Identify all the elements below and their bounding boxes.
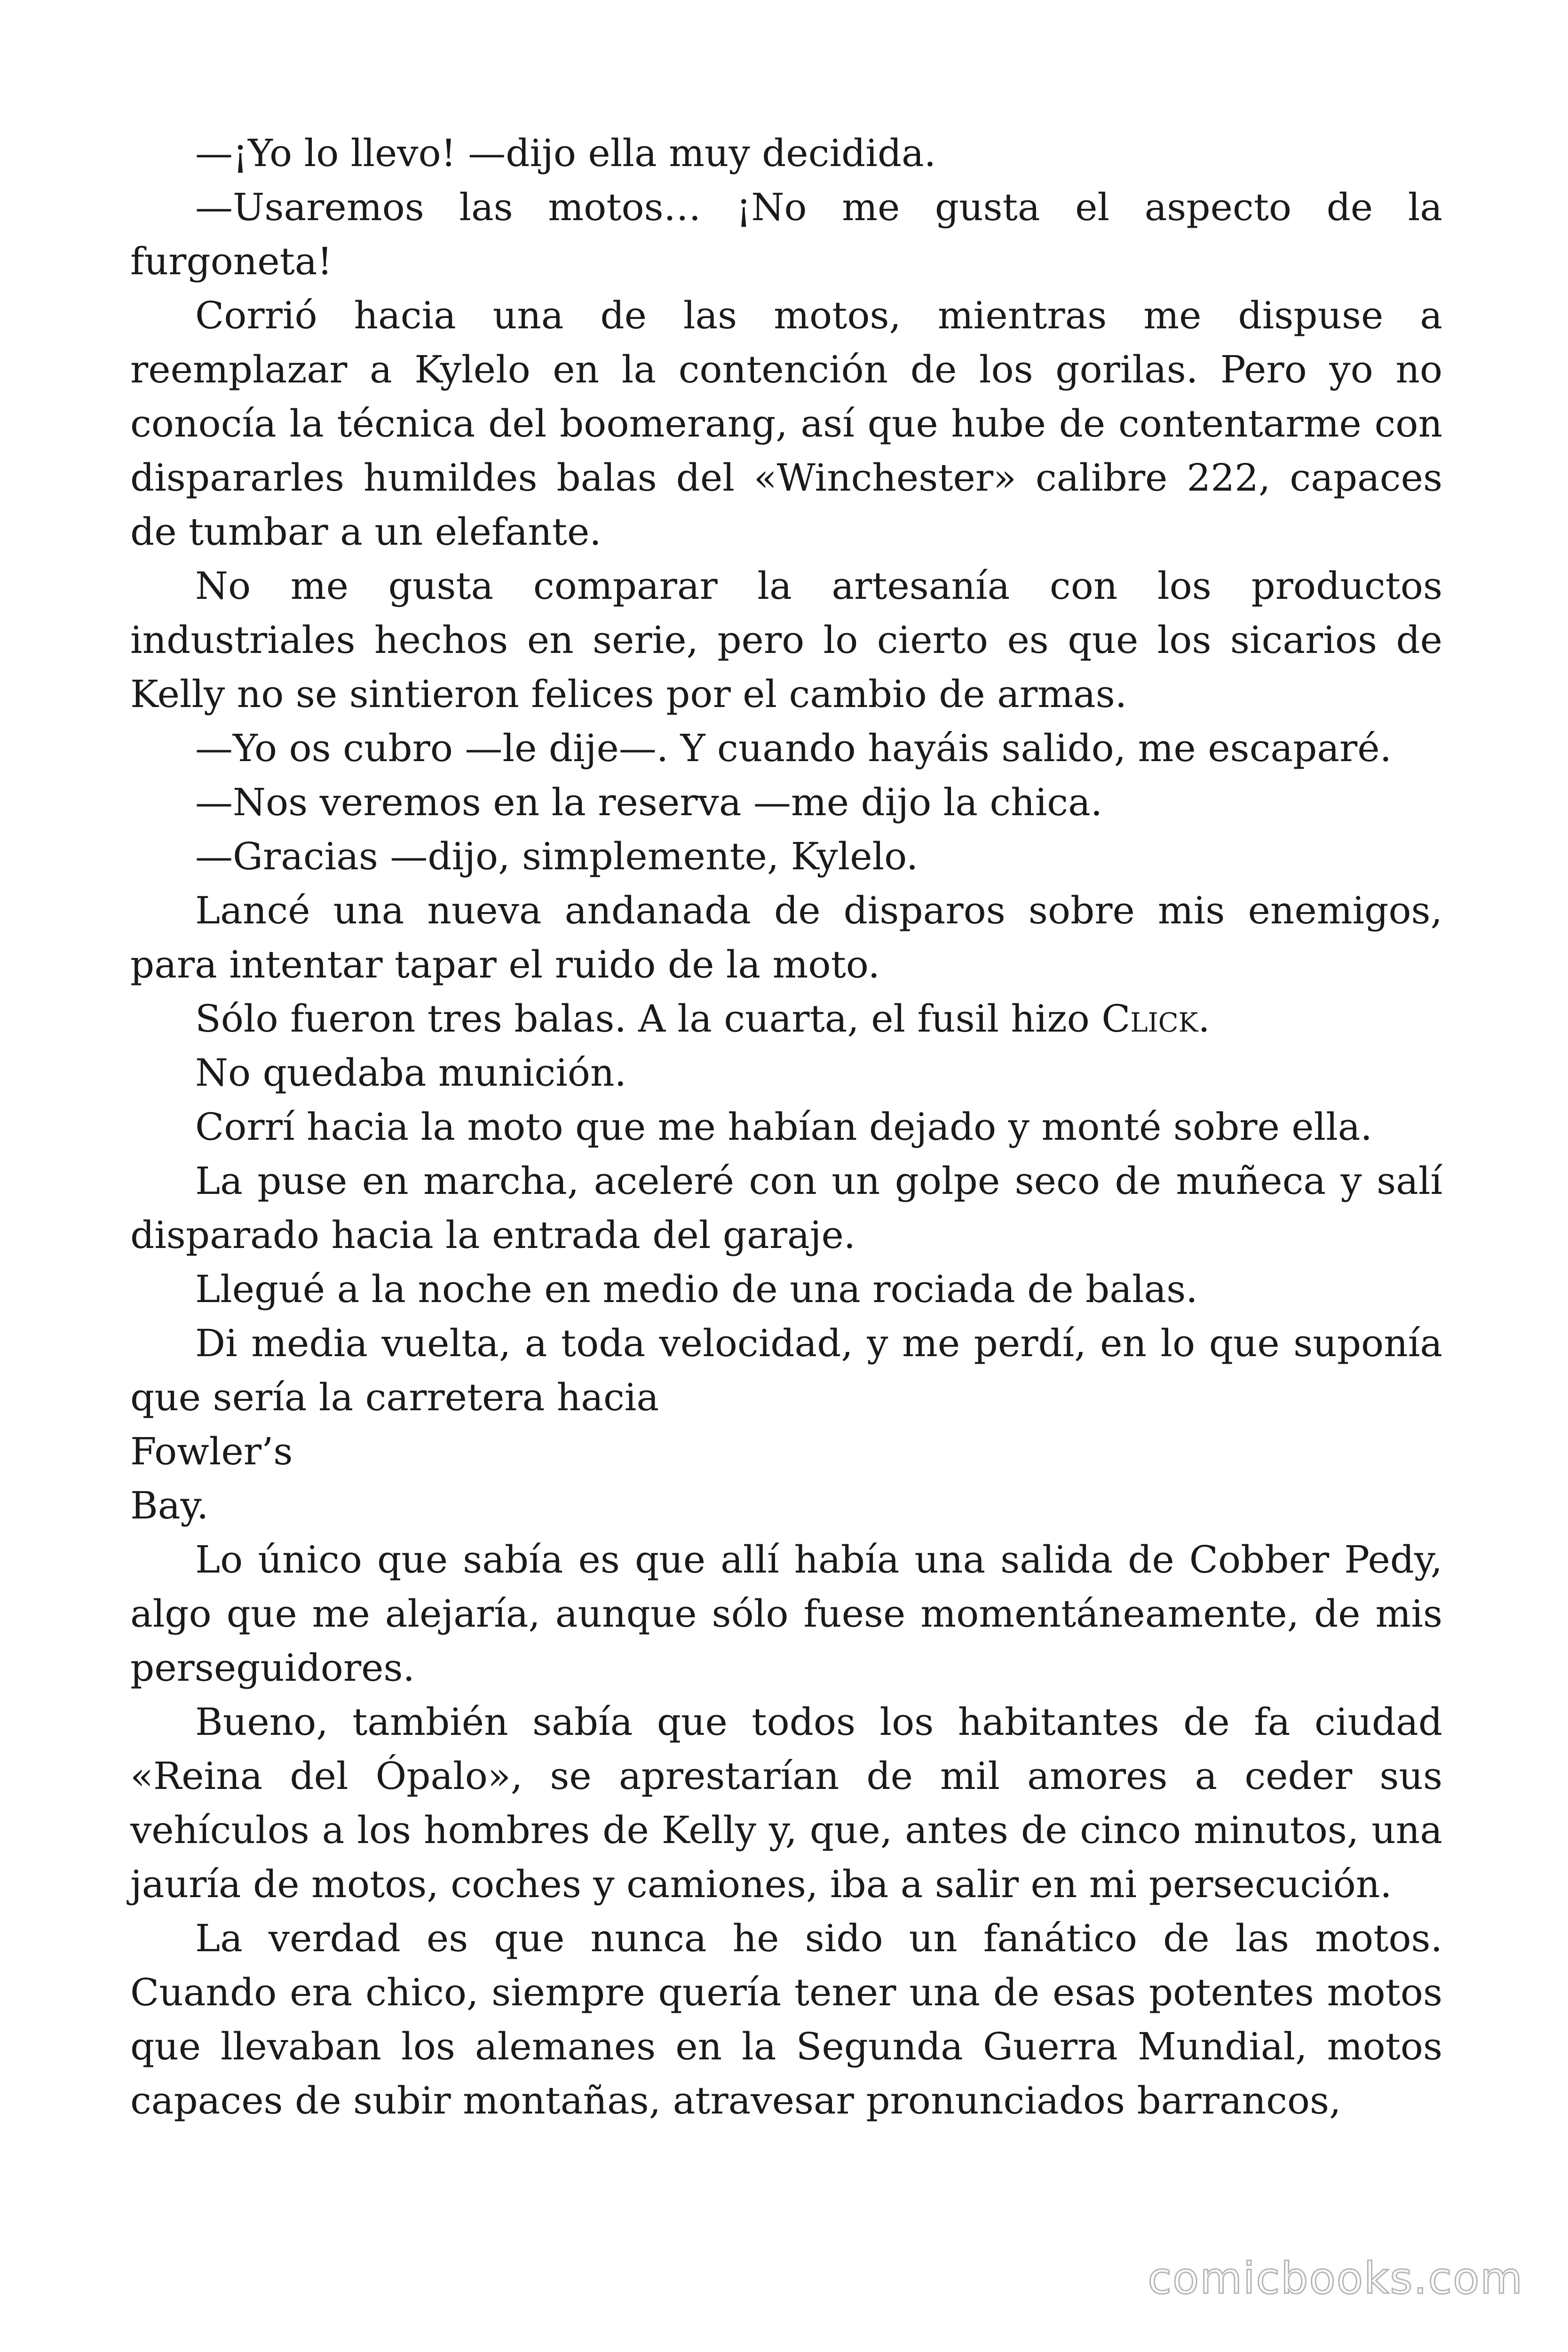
click-line-text: Sólo fueron tres balas. A la cuarta, el fusil hizo — [195, 997, 1102, 1041]
paragraph: Llegué a la noche en medio de una rociada de balas. — [195, 1267, 1198, 1311]
paragraph: —Usaremos las motos… ¡No me gusta el aspecto de la furgoneta! — [130, 185, 1442, 283]
paragraph: Lancé una nueva andanada de disparos sobre mis enemigos, para intentar tapar el ruido de la moto. — [130, 889, 1442, 986]
paragraph: La puse en marcha, aceleré con un golpe seco de muñeca y salí disparado hacia la entrada del garaje. — [130, 1159, 1442, 1257]
paragraph: Bueno, también sabía que todos los habitantes de fa ciudad «Reina del Ópalo», se aprestarían de mil amores a ceder sus vehículos a los hombres de Kelly y, que, antes de cinco minutos, una jauría de motos, coches y camiones, iba a salir en mi persecución. — [130, 1700, 1442, 1906]
paragraph: Corrí hacia la moto que me habían dejado y monté sobre ella. — [195, 1105, 1372, 1149]
paragraph-click — [130, 992, 1442, 1046]
click-line-end: . — [1198, 997, 1210, 1041]
paragraph: Di media vuelta, a toda velocidad, y me perdí, en lo que suponía que sería la carretera hacia — [130, 1321, 1442, 1419]
body-text — [130, 126, 1442, 2128]
watermark: comicbooks.com — [1148, 2253, 1523, 2304]
paragraph: No me gusta comparar la artesanía con los productos industriales hechos en serie, pero lo cierto es que los sicarios de Kelly no se sintieron felices por el cambio de armas. — [130, 564, 1442, 716]
paragraph: Corrió hacia una de las motos, mientras me dispuse a reemplazar a Kylelo en la contención de los gorilas. Pero yo no conocía la técnica del boomerang, así que hube de contentarme con dispararles humildes balas del «Winchester» calibre 222, capaces de tumbar a un elefante. — [130, 294, 1442, 554]
paragraph: Lo único que sabía es que allí había una salida de Cobber Pedy, algo que me alejaría, aunque sólo fuese momentáneamente, de mis perseguidores. — [130, 1538, 1442, 1690]
paragraph: —¡Yo lo llevo! —dijo ella muy decidida. — [195, 131, 936, 175]
paragraph: —Nos veremos en la reserva —me dijo la chica. — [195, 780, 1103, 824]
paragraph: —Gracias —dijo, simplemente, Kylelo. — [195, 834, 919, 878]
broken-line: Bay. — [130, 1484, 209, 1527]
broken-line: Fowler’s — [130, 1430, 293, 1473]
paragraph: No quedaba munición. — [195, 1051, 626, 1095]
click-sound-word: Click — [1101, 997, 1198, 1041]
paragraph: —Yo os cubro —le dije—. Y cuando hayáis salido, me escaparé. — [195, 726, 1392, 770]
paragraph: La verdad es que nunca he sido un fanático de las motos. Cuando era chico, siempre quería tener una de esas potentes motos que llevaban los alemanes en la Segunda Guerra Mundial, motos capaces de subir montañas, atravesar pronunciados barrancos, — [130, 1916, 1442, 2122]
